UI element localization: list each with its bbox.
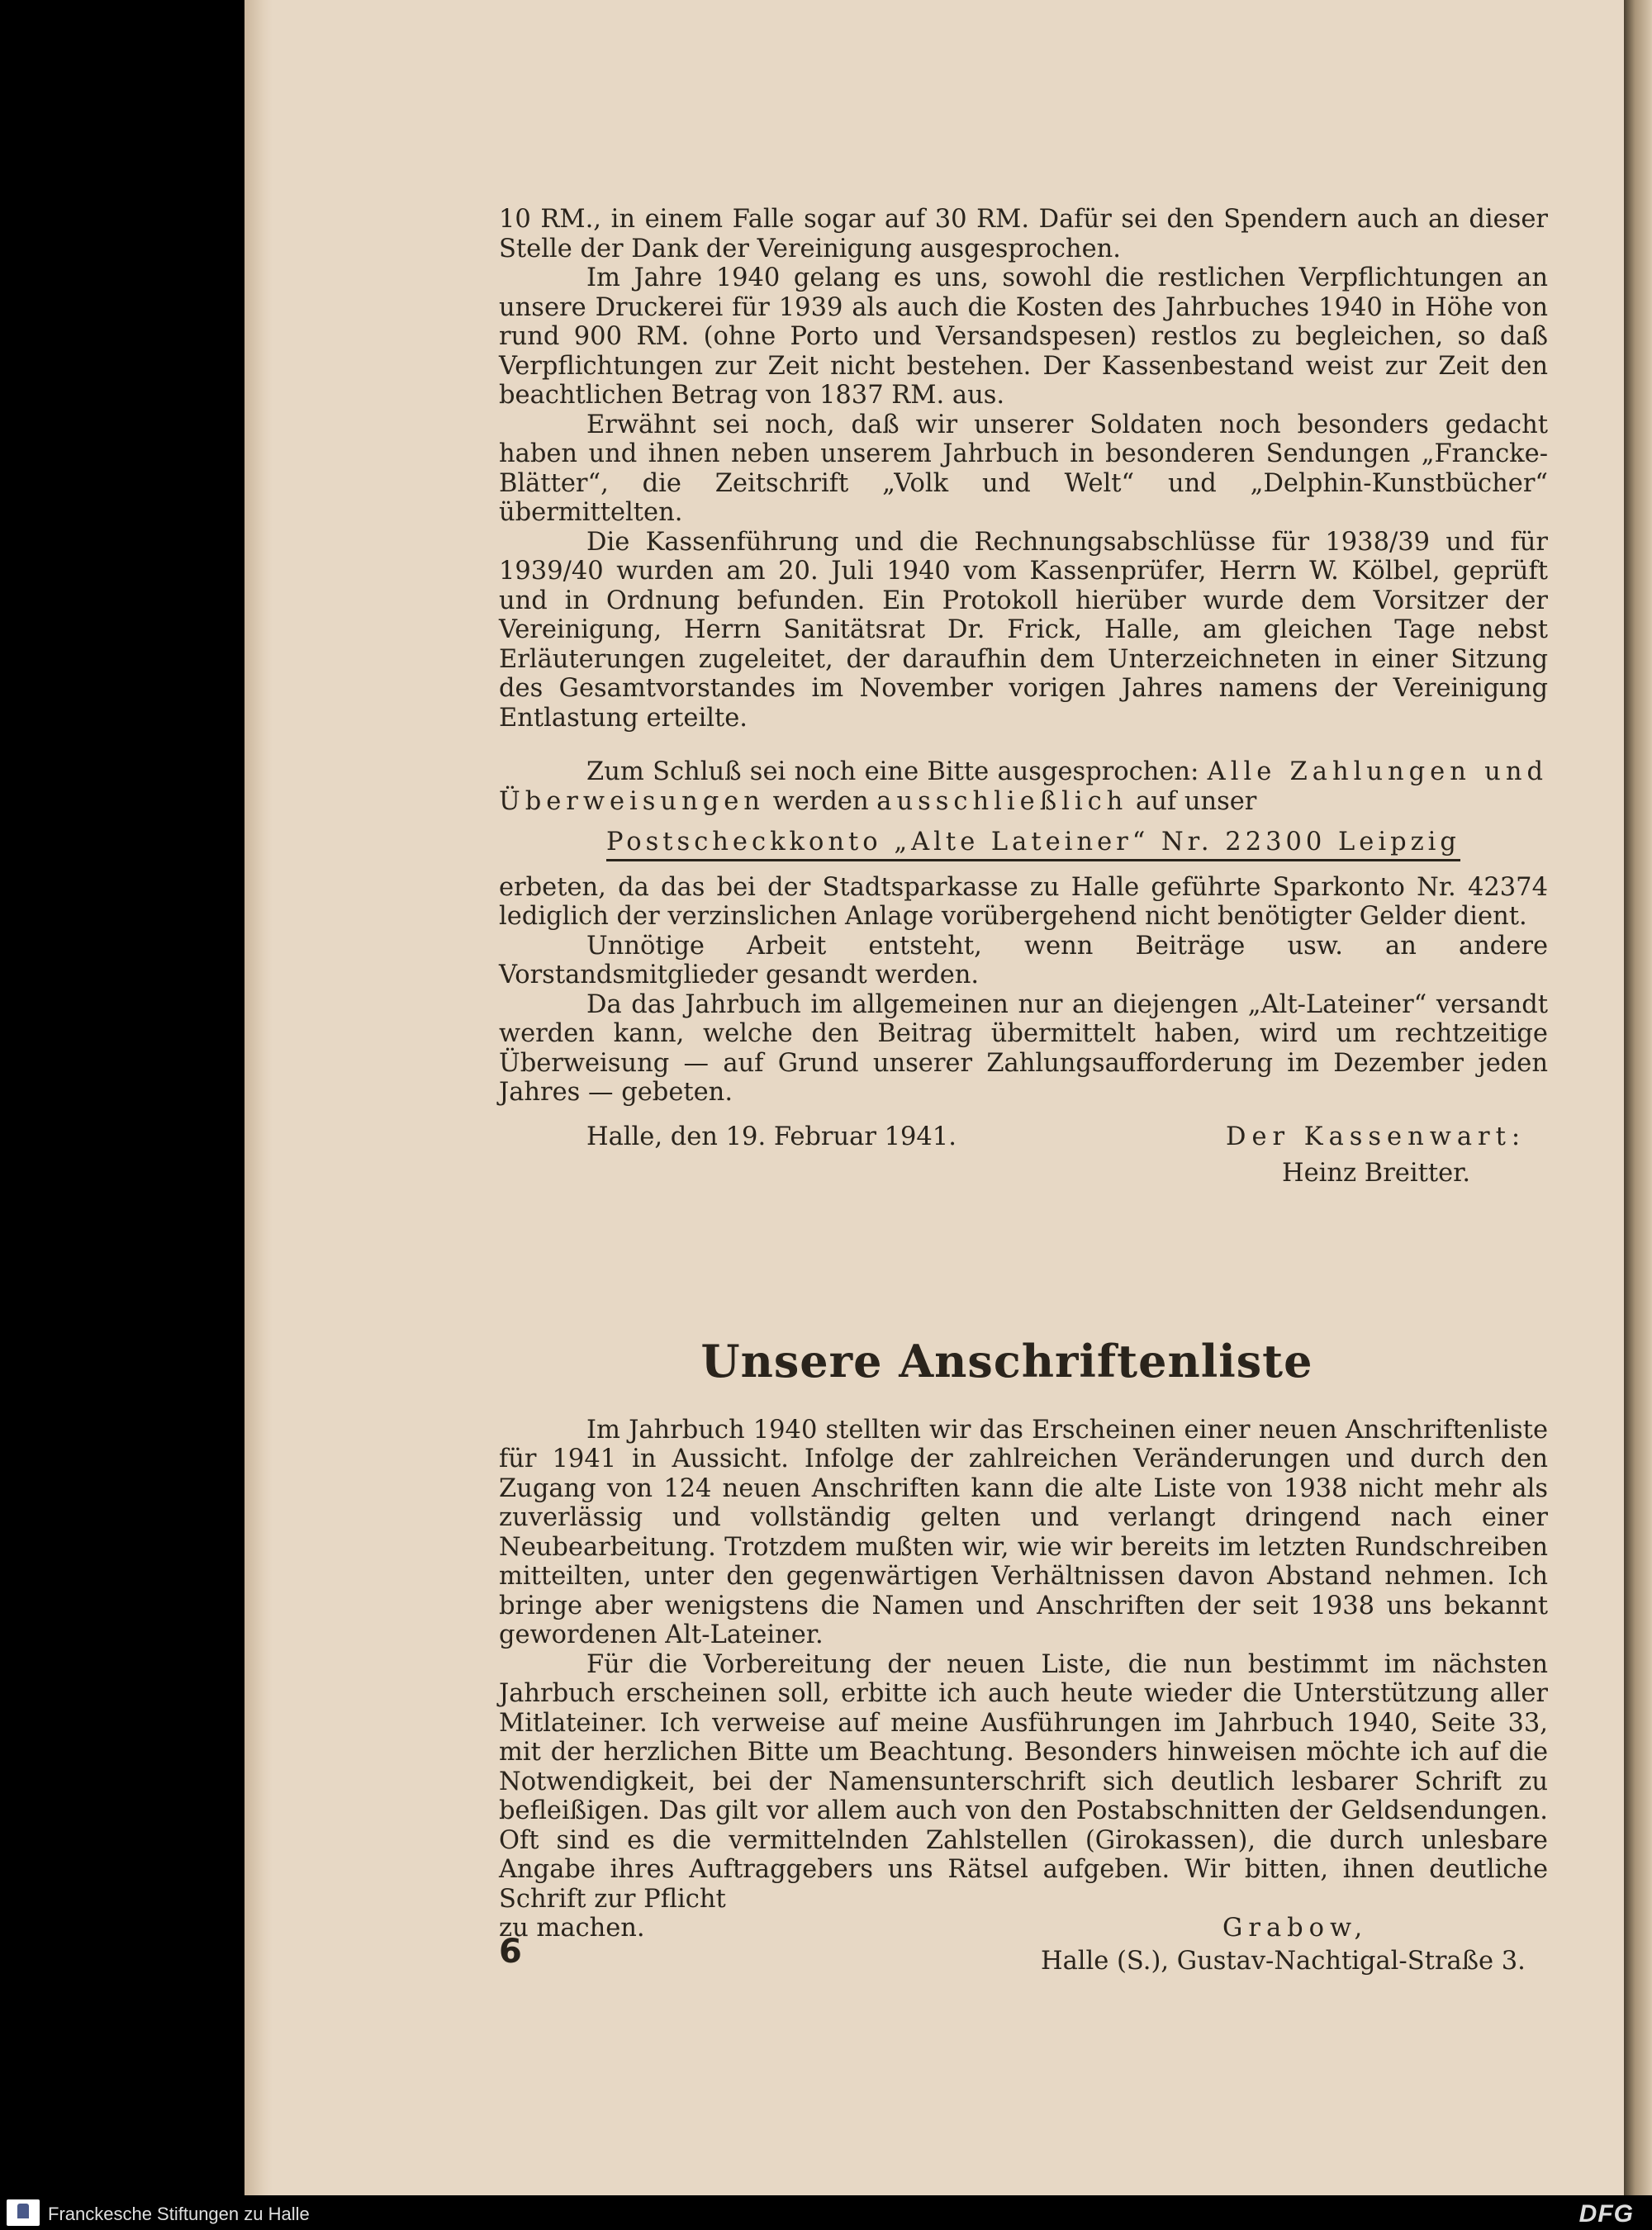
paragraph-address-list: Im Jahrbuch 1940 stellten wir das Erscheinen einer neuen Anschriftenliste für 1941 in Aussicht. Infolge der zahlreichen Veränderungen und durch den Zugang von 124 neuen Anschriften kann die alte Liste von 1938 nicht mehr als zuverlässig und vollständig gelten und verlangt dringend nach einer Neubearbeitung. Trotzdem mußten wir, wie wir bereits im letzten Rundschreiben mitteilten, unter den gegenwärtigen Verhältnissen davon Abstand nehmen. Ich bringe aber wenigstens die Namen und Anschriften der seit 1938 uns bekannt gewordenen Alt-Lateiner. [499,1415,1548,1649]
request-emphasis-payments: Alle Zahlungen und Überweisungen [499,757,1548,816]
dfg-logo-text: DFG [1578,2200,1634,2228]
institution-name: Franckesche Stiftungen zu Halle [48,2204,310,2224]
paragraph-audit: Die Kassenführung und die Rechnungsabschlüsse für 1938/39 und für 1939/40 wurden am 20. Juli 1940 vom Kassenprüfer, Herrn W. Kölbel, geprüft und in Ordnung befunden. Ein Protokoll hierüber wurde dem Vorsitzer der Vereinigung, Herrn Sanitätsrat Dr. Frick, Halle, am gleichen Tage nebst Erläuterungen zugeleitet, der daraufhin dem Unterzeichneten in einer Sitzung des Gesamtvorstandes im November vorigen Jahres namens der Vereinigung Entlastung erteilte. [499,527,1548,733]
postal-account-number: Postscheckkonto „Alte Lateiner“ Nr. 22300 Leipzig [606,828,1460,861]
paragraph-savings-account: erbeten, da das bei der Stadtsparkasse zu Halle geführte Sparkonto Nr. 42374 lediglich der verzinslichen Anlage vorübergehend nicht benötigter Gelder dient. [499,872,1548,931]
signature-row-treasurer [499,1122,1548,1159]
place-date: Halle, den 19. Februar 1941. [586,1122,957,1151]
paragraph-donations: 10 RM., in einem Falle sogar auf 30 RM. Dafür sei den Spendern auch an dieser Stelle der Dank der Vereinigung ausgesprochen. [499,205,1548,263]
page-spine-shadow [244,0,273,2195]
page-number: 6 [499,1933,522,1971]
page-content [499,205,1548,1980]
closing-words: zu machen. [499,1914,645,1943]
paragraph-payment-request [499,757,1548,816]
request-text-2: werden [764,786,877,816]
section-heading: Unsere Anschriftenliste [700,1334,1313,1388]
institution-logo-icon [7,2199,40,2226]
paragraph-soldiers: Erwähnt sei noch, daß wir unserer Soldaten noch besonders gedacht haben und ihnen neben unserem Jahrbuch in besonderen Sendungen „Francke-Blätter“, die Zeitschrift „Volk und Welt“ und „Delphin-Kunstbücher“ übermittelten. [499,410,1548,527]
treasurer-role: Der Kassenwart: [1226,1122,1526,1151]
paragraph-preparation: Für die Vorbereitung der neuen Liste, die nun bestimmt im nächsten Jahrbuch erscheinen soll, erbitte ich auch heute wieder die Unterstützung aller Mitlateiner. Ich verweise auf meine Ausführungen im Jahrbuch 1940, Seite 33, mit der herzlichen Bitte um Beachtung. Besonders hinweisen möchte ich auf die Notwendigkeit, bei der Namensunterschrift sich deutlich lesbarer Schrift zu befleißigen. Das gilt vor allem auch von den Postabschnitten der Geldsendungen. Oft sind es die vermittelnden Zahlstellen (Girokassen), die durch unlesbare Angabe ihres Auftraggebers uns Rätsel aufgeben. Wir bitten, ihnen deutliche Schrift zur Pflicht [499,1649,1548,1914]
paragraph-obligations: Im Jahre 1940 gelang es uns, sowohl die restlichen Verpflichtungen an unsere Druckerei für 1939 als auch die Kosten des Jahrbuches 1940 in Höhe von rund 900 RM. (ohne Porto und Versandspesen) restlos zu begleichen, so daß Verpflichtungen zur Zeit nicht bestehen. Der Kassenbestand weist zur Zeit den beachtlichen Betrag von 1837 RM. aus. [499,263,1548,410]
signer-name: Grabow, [1222,1914,1369,1943]
account-line [499,828,1548,861]
treasurer-name: Heinz Breitter. [1282,1158,1471,1188]
signature-row-grabow [499,1914,1548,1947]
signer-address: Halle (S.), Gustav-Nachtigal-Straße 3. [1041,1947,1526,1976]
paragraph-yearbook-delivery: Da das Jahrbuch im allgemeinen nur an diejengen „Alt-Lateiner“ versandt werden kann, welche den Beitrag übermittelt haben, wird um rechtzeitige Überweisung — auf Grund unserer Zahlungsaufforderung im Dezember jeden Jahres — gebeten. [499,989,1548,1107]
request-emphasis-exclusively: ausschließlich [876,786,1128,816]
paragraph-unnecessary-work: Unnötige Arbeit entsteht, wenn Beiträge usw. an andere Vorstandsmitglieder gesandt werden. [499,931,1548,989]
request-text-3: auf unser [1127,786,1257,816]
request-text-1: Zum Schluß sei noch eine Bitte ausgesprochen: [586,757,1208,786]
next-page-edge [1624,0,1652,2195]
